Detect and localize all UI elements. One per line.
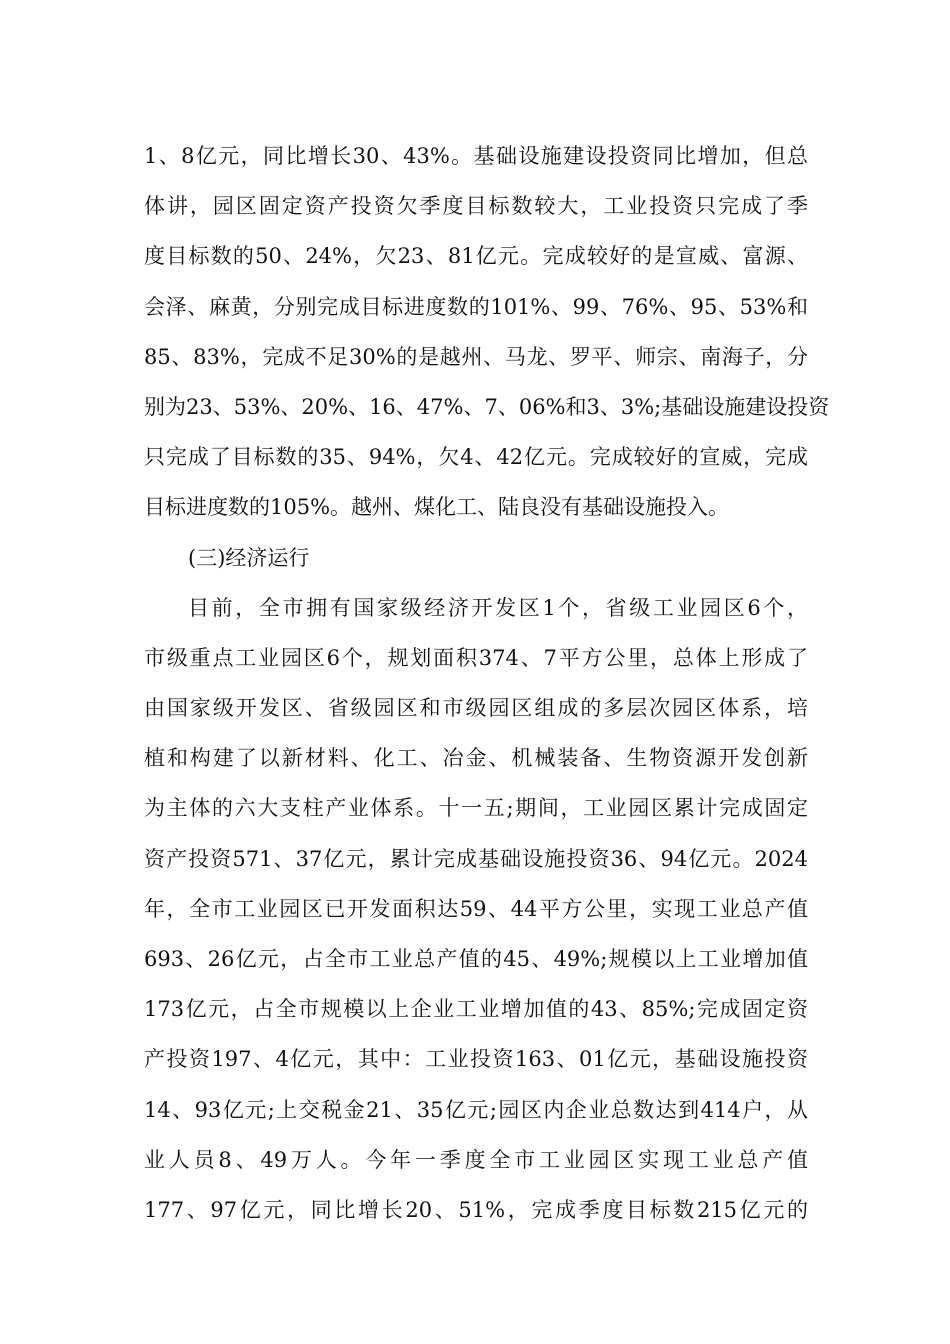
text-line: 85、83%，完成不足30%的是越州、马龙、罗平、师宗、南海子，分 (144, 344, 808, 369)
text-line: 度目标数的50、24%，欠23、81亿元。完成较好的是宣威、富源、 (144, 244, 808, 269)
text-line: 只完成了目标数的35、94%，欠4、42亿元。完成较好的宣威，完成 (144, 445, 808, 470)
text-line: 目标进度数的105%。越州、煤化工、陆良没有基础设施投入。 (144, 495, 730, 520)
text-line: 业人员8、49万人。今年一季度全市工业园区实现工业总产值 (144, 1147, 808, 1172)
text-line: 由国家级开发区、省级园区和市级园区组成的多层次园区体系，培 (144, 696, 808, 721)
document-body (144, 131, 830, 1235)
text-line: 年，全市工业园区已开发面积达59、44平方公里，实现工业总产值 (144, 896, 808, 921)
text-line: 为主体的六大支柱产业体系。十一五;期间，工业园区累计完成固定 (144, 796, 808, 821)
text-line: 目前，全市拥有国家级经济开发区1个，省级工业园区6个， (188, 595, 808, 620)
text-line: 资产投资571、37亿元，累计完成基础设施投资36、94亿元。2024 (144, 846, 808, 871)
text-line: 693、26亿元，占全市工业总产值的45、49%;规模以上工业增加值 (144, 947, 808, 971)
text-line: 14、93亿元;上交税金21、35亿元;园区内企业总数达到414户，从 (144, 1097, 808, 1122)
text-line: 1、8亿元，同比增长30、43%。基础设施建设投资同比增加，但总 (144, 144, 808, 168)
section-heading: (三)经济运行 (188, 545, 310, 570)
text-line: 市级重点工业园区6个，规划面积374、7平方公里，总体上形成了 (144, 645, 808, 670)
text-line: 体讲，园区固定资产投资欠季度目标数较大，工业投资只完成了季 (144, 194, 808, 219)
text-line: 177、97亿元，同比增长20、51%，完成季度目标数215亿元的 (144, 1197, 808, 1222)
text-line: 植和构建了以新材料、化工、冶金、机械装备、生物资源开发创新 (144, 746, 808, 771)
text-line: 别为23、53%、20%、16、47%、7、06%和3、3%;基础设施建设投资 (144, 394, 830, 419)
text-line: 产投资197、4亿元，其中：工业投资163、01亿元，基础设施投资 (144, 1047, 808, 1072)
text-line: 173亿元，占全市规模以上企业工业增加值的43、85%;完成固定资 (144, 997, 808, 1022)
text-line: 会泽、麻黄，分别完成目标进度数的101%、99、76%、95、53%和 (144, 294, 808, 319)
